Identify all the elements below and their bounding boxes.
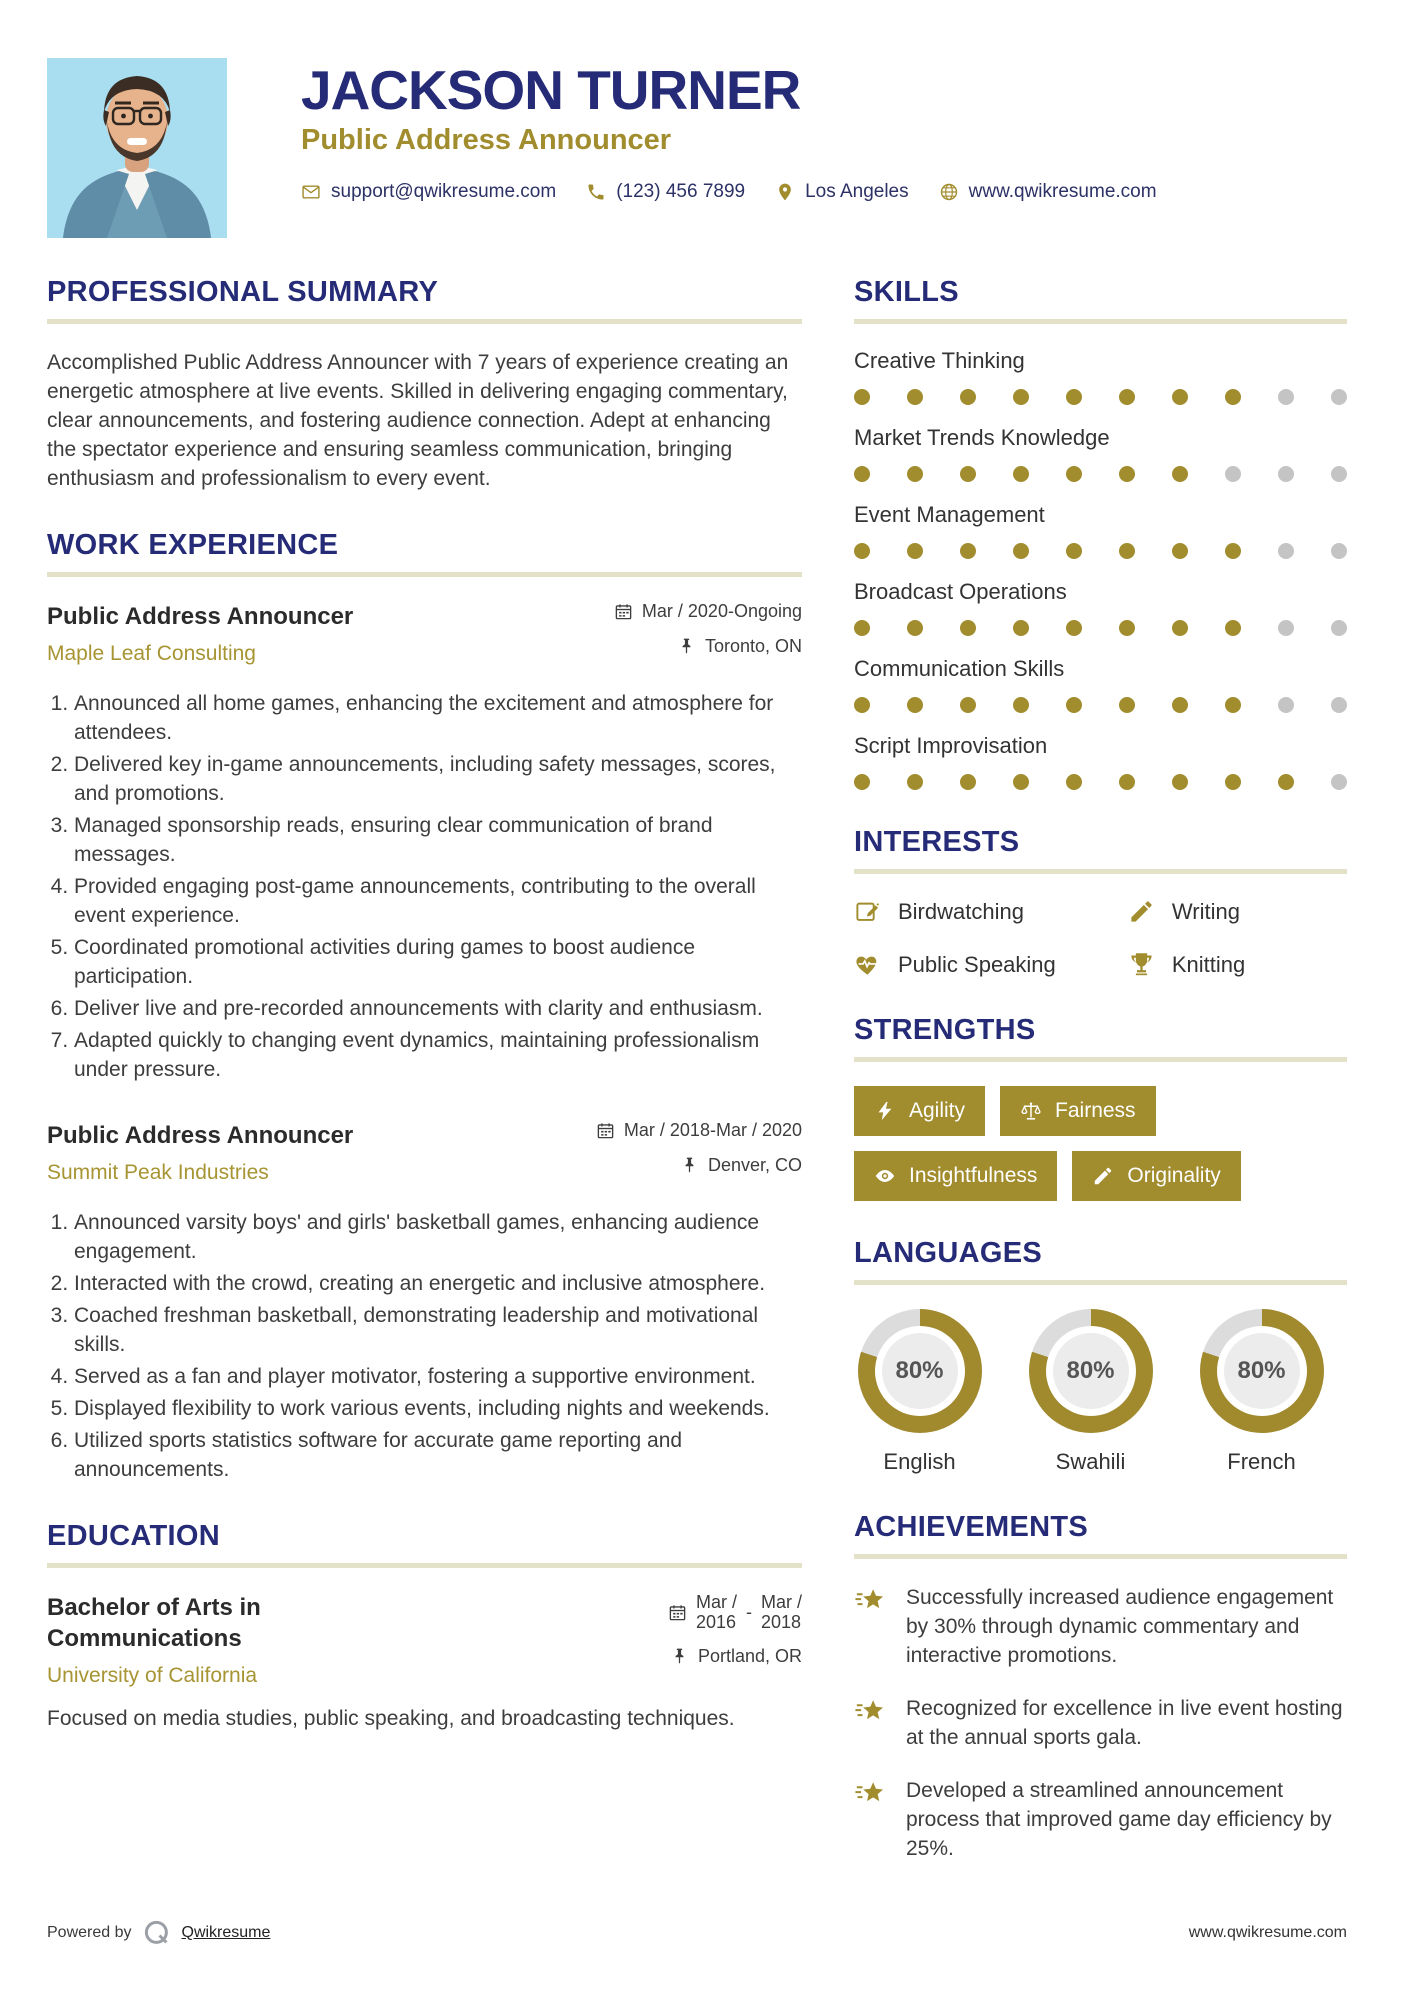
skill-dot [1013,543,1029,559]
job-bullet: 5. Displayed flexibility to work various events, including nights and weekends. [74,1394,802,1423]
interests-heading: INTERESTS [854,826,1020,858]
strength-label: Insightfulness [909,1164,1038,1187]
achievement-text: Successfully increased audience engagement by 30% through dynamic commentary and interactive promotions. [906,1586,1334,1667]
powered-by-text: Powered by [47,1924,132,1941]
skill-name: Broadcast Operations [854,579,1067,604]
contact-location [775,181,909,203]
skill-dot [1331,466,1347,482]
skill-dot [854,389,870,405]
skill-dot [960,697,976,713]
qwikresume-link[interactable]: Qwikresume [181,1924,271,1941]
job-bullet: 6. Deliver live and pre-recorded announcements with clarity and enthusiasm. [74,994,802,1023]
skill-dot [854,543,870,559]
skill-row [854,579,1347,636]
skill-dot [907,774,923,790]
location-pin-icon [775,182,795,202]
summary-section [47,276,802,493]
footer [47,1918,1347,1948]
contact-location-text: Los Angeles [805,181,909,202]
skill-rating [854,620,1347,636]
skill-dot [854,620,870,636]
skill-rating [854,543,1347,559]
skill-name: Script Improvisation [854,733,1048,758]
skill-dot [1331,697,1347,713]
pushpin-icon [680,1156,699,1175]
skill-dot [1331,543,1347,559]
job-bullet: 4. Provided engaging post-game announcements, contributing to the overall event experience. [74,872,802,930]
interests-grid [854,898,1347,978]
calendar-icon [596,1121,615,1140]
work-experience-section [47,529,802,1484]
skill-dot [1066,620,1082,636]
section-divider [854,869,1347,874]
skill-dot [1225,466,1241,482]
job-bullet: 5. Coordinated promotional activities during games to boost audience participation. [74,933,802,991]
strength-chip [1000,1086,1156,1136]
job-bullet-list [47,689,802,1084]
strength-chip [854,1086,985,1136]
skill-dot [1331,389,1347,405]
skill-dot [1013,466,1029,482]
company-name: Summit Peak Industries [47,1161,269,1184]
education-location [668,1646,802,1667]
skill-dot [1172,389,1188,405]
skill-dot [1172,466,1188,482]
footer-website-link[interactable]: www.qwikresume.com [1188,1924,1347,1941]
education-start-date [696,1592,737,1632]
language-item [1196,1309,1327,1475]
section-divider [47,572,802,577]
skills-list [854,348,1347,790]
skill-row [854,502,1347,559]
education-dates [668,1592,802,1632]
achievement-text: Developed a streamlined announcement process that improved game day efficiency by 25%. [906,1779,1332,1860]
work-heading: WORK EXPERIENCE [47,529,339,561]
pushpin-icon [670,1647,689,1666]
job-bullet: 6. Utilized sports statistics software for accurate game reporting and announcements. [74,1426,802,1484]
edit-note-icon [854,898,881,925]
job-location-text: Toronto, ON [704,636,802,656]
calendar-icon [614,602,633,621]
interest-item [854,951,1128,978]
skill-dot [1172,620,1188,636]
heart-pulse-icon [854,951,881,978]
strength-label: Agility [909,1099,966,1122]
shooting-star-icon [854,1585,888,1619]
achievement-item [854,1583,1347,1670]
contact-phone[interactable] [586,181,745,203]
job-title: Public Address Announcer [47,603,354,630]
date-separator: - [745,1601,752,1622]
achievement-item [854,1694,1347,1752]
header [47,58,1347,238]
contact-email[interactable] [301,181,556,203]
job-head [47,601,802,671]
language-donut [1029,1309,1153,1433]
skill-dot [1278,697,1294,713]
skill-dot [854,774,870,790]
languages-row [854,1309,1347,1475]
language-name: French [1227,1449,1296,1474]
skill-dot [1278,774,1294,790]
job-bullet: 1. Announced varsity boys' and girls' basketball games, enhancing audience engagement. [74,1208,802,1266]
strengths-section [854,1014,1347,1201]
interest-item [1128,898,1347,925]
education-end-month: Mar / [760,1592,802,1612]
job-main [47,1120,353,1185]
achievements-list [854,1583,1347,1863]
skill-dot [1119,774,1135,790]
shooting-star-icon [854,1778,888,1812]
skill-dot [1119,466,1135,482]
candidate-name: JACKSON TURNER [301,59,801,121]
contact-row [301,181,1157,203]
skill-dot [1119,697,1135,713]
education-meta [668,1592,802,1681]
qwikresume-logo-icon [142,1918,172,1948]
contact-email-text: support@qwikresume.com [331,181,557,202]
skills-heading: SKILLS [854,276,959,308]
skill-dot [1225,697,1241,713]
education-heading: EDUCATION [47,1520,220,1552]
skill-dot [1172,774,1188,790]
job-meta [596,1120,802,1190]
language-donut [1200,1309,1324,1433]
skill-dot [1013,620,1029,636]
job-dates [596,1120,802,1141]
skill-name: Market Trends Knowledge [854,425,1110,450]
job-bullet: 7. Adapted quickly to changing event dynamics, maintaining professionalism under pressure. [74,1026,802,1084]
company-name: Maple Leaf Consulting [47,642,256,665]
language-percent: 80% [882,1333,958,1409]
education-location-text: Portland, OR [697,1646,802,1666]
skill-dot [1278,389,1294,405]
profile-photo [47,58,227,238]
education-entry [47,1592,802,1688]
education-start-month: Mar / [695,1592,737,1612]
content-columns [47,276,1347,1899]
job-bullet-list [47,1208,802,1484]
strengths-chips [854,1086,1347,1201]
job-location-text: Denver, CO [707,1155,802,1175]
section-divider [854,1554,1347,1559]
profile-photo-illustration [47,58,227,238]
skill-dot [960,543,976,559]
skill-row [854,348,1347,405]
skill-dot [1331,620,1347,636]
pencil-icon [1092,1165,1114,1187]
skill-dot [1278,466,1294,482]
education-description: Focused on media studies, public speaking, and broadcasting techniques. [47,1707,735,1730]
section-divider [47,1563,802,1568]
skill-dot [1225,774,1241,790]
skill-dot [1066,774,1082,790]
skill-dot [1278,620,1294,636]
interest-label: Writing [1171,898,1240,924]
language-percent: 80% [1224,1333,1300,1409]
language-donut [858,1309,982,1433]
skill-name: Communication Skills [854,656,1065,681]
skill-rating [854,389,1347,405]
skill-dot [907,466,923,482]
email-icon [301,182,321,202]
education-start-year: 2016 [695,1612,737,1632]
job-main [47,601,353,666]
job-dates [614,601,802,622]
skill-dot [1066,466,1082,482]
education-end-date [761,1592,802,1632]
candidate-title: Public Address Announcer [301,124,672,156]
skill-dot [907,543,923,559]
skill-row [854,425,1347,482]
job-meta [614,601,802,671]
achievement-item [854,1776,1347,1863]
language-item [854,1309,985,1475]
section-divider [854,319,1347,324]
skill-dot [960,774,976,790]
skill-dot [854,697,870,713]
skill-dot [1013,697,1029,713]
strength-label: Fairness [1055,1099,1136,1122]
skill-row [854,656,1347,713]
skill-dot [1172,543,1188,559]
scales-icon [1020,1100,1042,1122]
lightning-icon [874,1100,896,1122]
skill-row [854,733,1347,790]
degree-title: Bachelor of Arts in Communications [47,1594,261,1652]
skill-dot [1066,697,1082,713]
job-bullet: 3. Coached freshman basketball, demonstrating leadership and motivational skills. [74,1301,802,1359]
summary-text: Accomplished Public Address Announcer with 7 years of experience creating an energetic atmosphere at live events. Skilled in delivering engaging commentary, clear announcements, and fostering audience connection. Adept at enhancing the spectator experience and ensuring seamless communication, bringing enthusiasm and professionalism to every event. [47,351,789,490]
trophy-icon [1128,951,1155,978]
header-text [301,58,1157,203]
school-name: University of California [47,1664,258,1687]
job-bullet: 4. Served as a fan and player motivator, fostering a supportive environment. [74,1362,802,1391]
calendar-icon [668,1603,687,1622]
strength-chip [1072,1151,1240,1201]
job-bullet: 1. Announced all home games, enhancing the excitement and atmosphere for attendees. [74,689,802,747]
language-name: English [883,1449,956,1474]
job-bullet: 2. Delivered key in-game announcements, including safety messages, scores, and promotions. [74,750,802,808]
interest-item [1128,951,1347,978]
skill-dot [1013,389,1029,405]
skill-dot [854,466,870,482]
skill-dot [1225,620,1241,636]
skill-dot [1119,389,1135,405]
languages-section [854,1237,1347,1475]
skill-rating [854,466,1347,482]
section-divider [47,319,802,324]
skill-dot [1119,543,1135,559]
skill-dot [1066,389,1082,405]
skill-dot [1172,697,1188,713]
section-divider [854,1057,1347,1062]
job-entry [47,601,802,1084]
job-date-text: Mar / 2020-Ongoing [641,601,802,621]
contact-website-text: www.qwikresume.com [968,181,1157,202]
job-list [47,601,802,1484]
achievements-section [854,1511,1347,1863]
interests-section [854,826,1347,978]
skill-dot [907,389,923,405]
skill-dot [1119,620,1135,636]
education-main [47,1592,347,1688]
skill-dot [960,389,976,405]
skills-section [854,276,1347,790]
right-column [854,276,1347,1899]
job-bullet: 3. Managed sponsorship reads, ensuring clear communication of brand messages. [74,811,802,869]
job-head [47,1120,802,1190]
interest-label: Knitting [1171,951,1246,977]
contact-website[interactable] [939,181,1157,203]
eye-icon [874,1165,896,1187]
languages-heading: LANGUAGES [854,1237,1042,1269]
strength-chip [854,1151,1057,1201]
phone-icon [586,182,606,202]
shooting-star-icon [854,1696,888,1730]
skill-name: Event Management [854,502,1045,527]
pencil-icon [1128,898,1155,925]
job-bullet: 2. Interacted with the crowd, creating an energetic and inclusive atmosphere. [74,1269,802,1298]
education-end-year: 2018 [760,1612,802,1632]
footer-branding [47,1918,270,1948]
skill-rating [854,774,1347,790]
skill-dot [907,620,923,636]
interest-item [854,898,1128,925]
skill-dot [1066,543,1082,559]
strengths-heading: STRENGTHS [854,1014,1036,1046]
globe-icon [939,182,959,202]
left-column [47,276,802,1899]
skill-dot [1225,389,1241,405]
job-title: Public Address Announcer [47,1122,354,1149]
job-location [596,1155,802,1176]
job-entry [47,1120,802,1484]
education-section [47,1520,802,1733]
skill-dot [907,697,923,713]
job-location [614,636,802,657]
skill-dot [1278,543,1294,559]
skill-dot [960,620,976,636]
summary-heading: PROFESSIONAL SUMMARY [47,276,439,308]
language-name: Swahili [1055,1449,1126,1474]
contact-phone-text: (123) 456 7899 [616,181,746,202]
skill-dot [1013,774,1029,790]
skill-dot [1331,774,1347,790]
strength-label: Originality [1127,1164,1221,1187]
interest-label: Birdwatching [898,898,1024,924]
skill-dot [960,466,976,482]
achievement-text: Recognized for excellence in live event hosting at the annual sports gala. [906,1697,1343,1749]
achievements-heading: ACHIEVEMENTS [854,1511,1089,1543]
language-percent: 80% [1053,1333,1129,1409]
interest-label: Public Speaking [898,951,1056,977]
section-divider [854,1280,1347,1285]
skill-name: Creative Thinking [854,348,1025,373]
skill-dot [1225,543,1241,559]
language-item [1025,1309,1156,1475]
pushpin-icon [677,637,696,656]
job-date-text: Mar / 2018-Mar / 2020 [623,1120,802,1140]
skill-rating [854,697,1347,713]
